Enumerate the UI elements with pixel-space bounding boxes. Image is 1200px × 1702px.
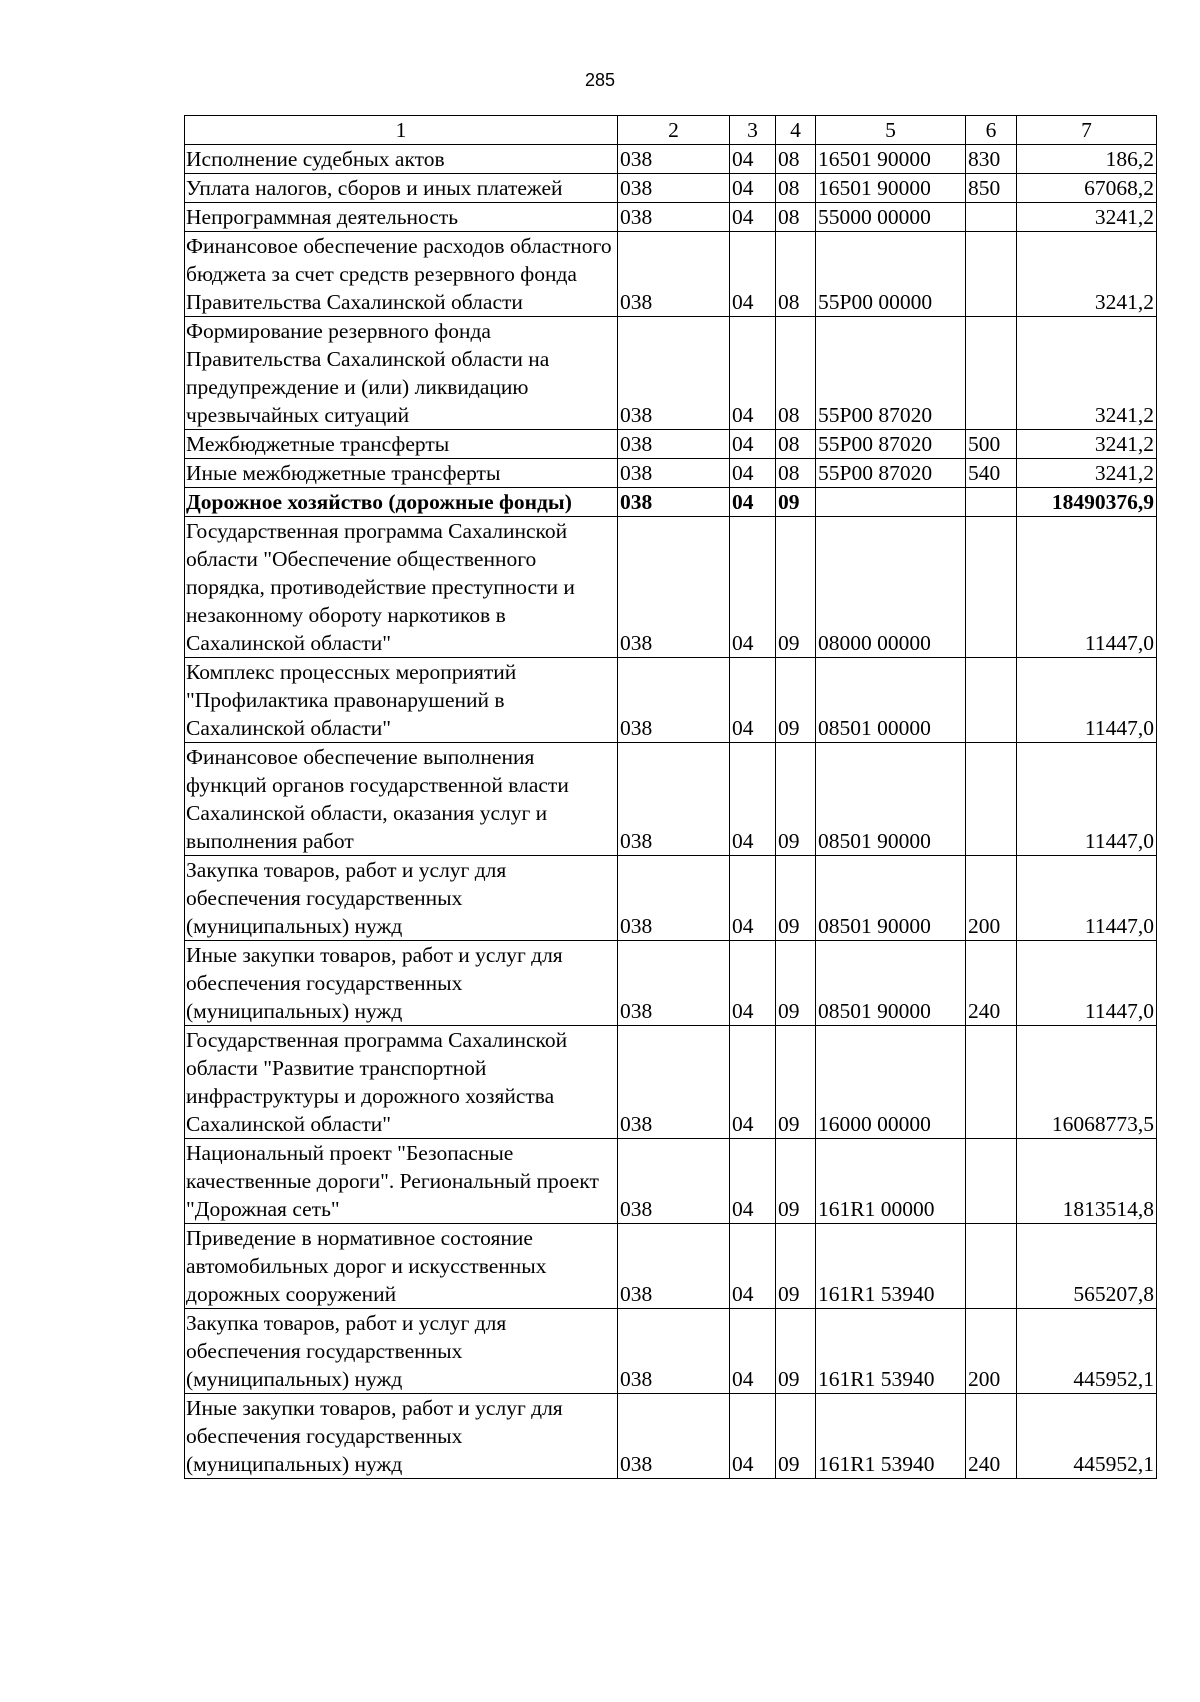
column-header: 2 bbox=[618, 116, 730, 145]
row-code-5-cell: 16501 90000 bbox=[816, 145, 966, 174]
row-amount-cell: 3241,2 bbox=[1017, 317, 1157, 430]
column-header: 5 bbox=[816, 116, 966, 145]
row-name-cell: Межбюджетные трансферты bbox=[185, 430, 618, 459]
row-name-cell: Закупка товаров, работ и услуг для обеспечения государственных (муниципальных) нужд bbox=[185, 856, 618, 941]
row-code-3-cell: 04 bbox=[730, 459, 776, 488]
row-code-4-cell: 08 bbox=[776, 203, 816, 232]
page-number: 285 bbox=[584, 70, 616, 90]
row-code-2-cell: 038 bbox=[618, 430, 730, 459]
row-amount-cell: 3241,2 bbox=[1017, 232, 1157, 317]
row-amount-cell: 3241,2 bbox=[1017, 203, 1157, 232]
row-code-3-cell: 04 bbox=[730, 232, 776, 317]
row-code-5-cell bbox=[816, 488, 966, 517]
row-code-5-cell: 55000 00000 bbox=[816, 203, 966, 232]
row-code-4-cell: 09 bbox=[776, 488, 816, 517]
row-code-4-cell: 08 bbox=[776, 459, 816, 488]
table-row bbox=[185, 1394, 1157, 1479]
table-header-row bbox=[185, 116, 1157, 145]
row-code-2-cell: 038 bbox=[618, 658, 730, 743]
row-code-4-cell: 09 bbox=[776, 658, 816, 743]
table-row bbox=[185, 1309, 1157, 1394]
row-code-4-cell: 09 bbox=[776, 1309, 816, 1394]
row-amount-cell: 186,2 bbox=[1017, 145, 1157, 174]
row-code-2-cell: 038 bbox=[618, 743, 730, 856]
row-code-6-cell: 200 bbox=[966, 1309, 1017, 1394]
row-code-5-cell: 55Р00 87020 bbox=[816, 459, 966, 488]
row-code-5-cell: 08501 00000 bbox=[816, 658, 966, 743]
row-code-2-cell: 038 bbox=[618, 1026, 730, 1139]
row-amount-cell: 11447,0 bbox=[1017, 941, 1157, 1026]
row-code-3-cell: 04 bbox=[730, 743, 776, 856]
table-row bbox=[185, 658, 1157, 743]
table-row bbox=[185, 232, 1157, 317]
row-code-3-cell: 04 bbox=[730, 856, 776, 941]
row-amount-cell: 11447,0 bbox=[1017, 856, 1157, 941]
row-code-2-cell: 038 bbox=[618, 1394, 730, 1479]
row-code-5-cell: 55Р00 87020 bbox=[816, 430, 966, 459]
row-code-2-cell: 038 bbox=[618, 856, 730, 941]
row-code-6-cell: 830 bbox=[966, 145, 1017, 174]
column-header: 1 bbox=[185, 116, 618, 145]
row-code-3-cell: 04 bbox=[730, 203, 776, 232]
row-code-2-cell: 038 bbox=[618, 941, 730, 1026]
row-code-3-cell: 04 bbox=[730, 1309, 776, 1394]
table-row bbox=[185, 430, 1157, 459]
row-code-6-cell: 500 bbox=[966, 430, 1017, 459]
row-code-3-cell: 04 bbox=[730, 317, 776, 430]
row-name-cell: Национальный проект "Безопасные качественные дороги". Региональный проект "Дорожная сеть" bbox=[185, 1139, 618, 1224]
row-code-2-cell: 038 bbox=[618, 1224, 730, 1309]
row-code-4-cell: 09 bbox=[776, 1394, 816, 1479]
table-row bbox=[185, 856, 1157, 941]
row-code-6-cell bbox=[966, 743, 1017, 856]
row-code-5-cell: 161R1 00000 bbox=[816, 1139, 966, 1224]
column-header: 7 bbox=[1017, 116, 1157, 145]
row-code-5-cell: 08501 90000 bbox=[816, 856, 966, 941]
row-code-2-cell: 038 bbox=[618, 174, 730, 203]
table-row bbox=[185, 1139, 1157, 1224]
table-row bbox=[185, 203, 1157, 232]
row-name-cell: Закупка товаров, работ и услуг для обеспечения государственных (муниципальных) нужд bbox=[185, 1309, 618, 1394]
row-code-6-cell bbox=[966, 488, 1017, 517]
row-code-3-cell: 04 bbox=[730, 1394, 776, 1479]
column-header: 4 bbox=[776, 116, 816, 145]
row-code-2-cell: 038 bbox=[618, 459, 730, 488]
table-row bbox=[185, 941, 1157, 1026]
row-code-5-cell: 08501 90000 bbox=[816, 743, 966, 856]
row-code-4-cell: 08 bbox=[776, 145, 816, 174]
table-row bbox=[185, 488, 1157, 517]
row-code-6-cell bbox=[966, 232, 1017, 317]
column-header: 6 bbox=[966, 116, 1017, 145]
table-row bbox=[185, 1224, 1157, 1309]
row-name-cell: Иные закупки товаров, работ и услуг для обеспечения государственных (муниципальных) нужд bbox=[185, 941, 618, 1026]
row-name-cell: Исполнение судебных актов bbox=[185, 145, 618, 174]
row-name-cell: Финансовое обеспечение выполнения функций органов государственной власти Сахалинской области, оказания услуг и выполнения работ bbox=[185, 743, 618, 856]
row-amount-cell: 3241,2 bbox=[1017, 459, 1157, 488]
row-code-5-cell: 161R1 53940 bbox=[816, 1309, 966, 1394]
row-code-5-cell: 161R1 53940 bbox=[816, 1224, 966, 1309]
row-code-6-cell bbox=[966, 1026, 1017, 1139]
table-row bbox=[185, 743, 1157, 856]
row-code-6-cell bbox=[966, 517, 1017, 658]
row-code-2-cell: 038 bbox=[618, 203, 730, 232]
row-amount-cell: 445952,1 bbox=[1017, 1394, 1157, 1479]
row-name-cell: Комплекс процессных мероприятий "Профилактика правонарушений в Сахалинской области" bbox=[185, 658, 618, 743]
row-name-cell: Формирование резервного фонда Правительства Сахалинской области на предупреждение и (или) ликвидацию чрезвычайных ситуаций bbox=[185, 317, 618, 430]
row-name-cell: Уплата налогов, сборов и иных платежей bbox=[185, 174, 618, 203]
budget-table bbox=[184, 115, 1157, 1479]
row-code-3-cell: 04 bbox=[730, 1224, 776, 1309]
row-code-4-cell: 09 bbox=[776, 856, 816, 941]
row-code-4-cell: 09 bbox=[776, 1026, 816, 1139]
row-code-6-cell: 200 bbox=[966, 856, 1017, 941]
row-amount-cell: 565207,8 bbox=[1017, 1224, 1157, 1309]
row-code-3-cell: 04 bbox=[730, 1139, 776, 1224]
row-name-cell: Финансовое обеспечение расходов областного бюджета за счет средств резервного фонда Правительства Сахалинской области bbox=[185, 232, 618, 317]
table-row bbox=[185, 459, 1157, 488]
row-amount-cell: 18490376,9 bbox=[1017, 488, 1157, 517]
row-name-cell: Приведение в нормативное состояние автомобильных дорог и искусственных дорожных сооружений bbox=[185, 1224, 618, 1309]
row-code-6-cell: 540 bbox=[966, 459, 1017, 488]
row-code-5-cell: 08501 90000 bbox=[816, 941, 966, 1026]
row-name-cell: Дорожное хозяйство (дорожные фонды) bbox=[185, 488, 618, 517]
row-name-cell: Непрограммная деятельность bbox=[185, 203, 618, 232]
table-row bbox=[185, 145, 1157, 174]
row-amount-cell: 11447,0 bbox=[1017, 658, 1157, 743]
row-code-3-cell: 04 bbox=[730, 517, 776, 658]
row-code-5-cell: 55Р00 00000 bbox=[816, 232, 966, 317]
row-code-6-cell bbox=[966, 1224, 1017, 1309]
row-code-2-cell: 038 bbox=[618, 1139, 730, 1224]
row-name-cell: Иные межбюджетные трансферты bbox=[185, 459, 618, 488]
row-amount-cell: 11447,0 bbox=[1017, 517, 1157, 658]
row-amount-cell: 16068773,5 bbox=[1017, 1026, 1157, 1139]
row-code-4-cell: 09 bbox=[776, 1139, 816, 1224]
row-code-3-cell: 04 bbox=[730, 430, 776, 459]
row-code-5-cell: 08000 00000 bbox=[816, 517, 966, 658]
row-code-3-cell: 04 bbox=[730, 1026, 776, 1139]
row-code-4-cell: 08 bbox=[776, 317, 816, 430]
row-code-6-cell bbox=[966, 658, 1017, 743]
row-amount-cell: 3241,2 bbox=[1017, 430, 1157, 459]
row-code-6-cell bbox=[966, 317, 1017, 430]
row-code-6-cell bbox=[966, 1139, 1017, 1224]
row-code-4-cell: 09 bbox=[776, 1224, 816, 1309]
row-name-cell: Иные закупки товаров, работ и услуг для обеспечения государственных (муниципальных) нужд bbox=[185, 1394, 618, 1479]
row-code-2-cell: 038 bbox=[618, 517, 730, 658]
row-code-3-cell: 04 bbox=[730, 658, 776, 743]
row-code-6-cell: 240 bbox=[966, 1394, 1017, 1479]
row-code-5-cell: 161R1 53940 bbox=[816, 1394, 966, 1479]
row-code-3-cell: 04 bbox=[730, 941, 776, 1026]
row-code-5-cell: 16000 00000 bbox=[816, 1026, 966, 1139]
row-code-6-cell: 850 bbox=[966, 174, 1017, 203]
column-header: 3 bbox=[730, 116, 776, 145]
row-code-4-cell: 08 bbox=[776, 174, 816, 203]
table-row bbox=[185, 517, 1157, 658]
row-code-4-cell: 08 bbox=[776, 232, 816, 317]
row-code-2-cell: 038 bbox=[618, 317, 730, 430]
row-code-5-cell: 16501 90000 bbox=[816, 174, 966, 203]
row-code-5-cell: 55Р00 87020 bbox=[816, 317, 966, 430]
row-amount-cell: 1813514,8 bbox=[1017, 1139, 1157, 1224]
row-amount-cell: 445952,1 bbox=[1017, 1309, 1157, 1394]
row-code-2-cell: 038 bbox=[618, 145, 730, 174]
row-code-4-cell: 08 bbox=[776, 430, 816, 459]
row-amount-cell: 67068,2 bbox=[1017, 174, 1157, 203]
row-code-6-cell bbox=[966, 203, 1017, 232]
row-code-4-cell: 09 bbox=[776, 941, 816, 1026]
table-row bbox=[185, 1026, 1157, 1139]
row-code-2-cell: 038 bbox=[618, 1309, 730, 1394]
row-code-2-cell: 038 bbox=[618, 488, 730, 517]
row-code-4-cell: 09 bbox=[776, 517, 816, 658]
row-amount-cell: 11447,0 bbox=[1017, 743, 1157, 856]
row-code-2-cell: 038 bbox=[618, 232, 730, 317]
table-row bbox=[185, 317, 1157, 430]
row-code-4-cell: 09 bbox=[776, 743, 816, 856]
row-code-3-cell: 04 bbox=[730, 174, 776, 203]
table-row bbox=[185, 174, 1157, 203]
row-name-cell: Государственная программа Сахалинской области "Развитие транспортной инфраструктуры и дорожного хозяйства Сахалинской области" bbox=[185, 1026, 618, 1139]
row-code-6-cell: 240 bbox=[966, 941, 1017, 1026]
row-name-cell: Государственная программа Сахалинской области "Обеспечение общественного порядка, противодействие преступности и незаконному обороту наркотиков в Сахалинской области" bbox=[185, 517, 618, 658]
row-code-3-cell: 04 bbox=[730, 145, 776, 174]
row-code-3-cell: 04 bbox=[730, 488, 776, 517]
